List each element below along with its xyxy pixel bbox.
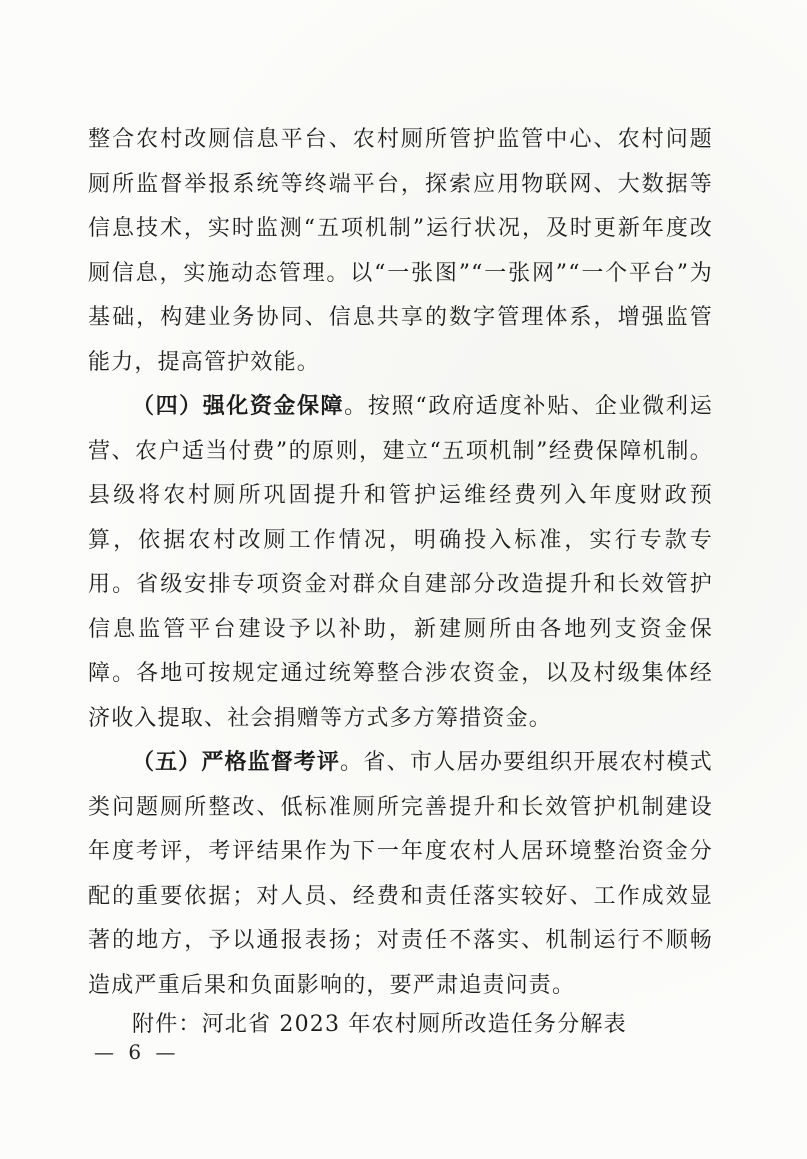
attachment-line: 附件：河北省 2023 年农村厕所改造任务分解表	[132, 1012, 627, 1037]
paragraph-text: 。省、市人居办要组织开展农村模式类问题厕所整改、低标准厕所完善提升和长效管护机制建设年度考评，考评结果作为下一年度农村人居环境整治资金分配的重要依据；对人员、经费和责任落实较好、工作成效显著的地方，予以通报表扬；对责任不落实、机制运行不顺畅造成严重后果和负面影响的，要严肃追责问责。	[88, 750, 713, 998]
paragraph-supervision	[88, 741, 713, 1008]
section-heading-funding: （四）强化资金保障	[132, 394, 345, 419]
paragraph-funding	[88, 385, 713, 741]
paragraph-text: 整合农村改厕信息平台、农村厕所管护监管中心、农村问题厕所监督举报系统等终端平台，探索应用物联网、大数据等信息技术，实时监测“五项机制”运行状况，及时更新年度改厕信息，实施动态管理。以“一张图”“一张网”“一个平台”为基础，构建业务协同、信息共享的数字管理体系，增强监管能力，提高管护效能。	[88, 127, 713, 375]
section-heading-supervision: （五）严格监督考评	[132, 750, 341, 775]
paragraph-text: 。按照“政府适度补贴、企业微利运营、农户适当付费”的原则，建立“五项机制”经费保障机制。县级将农村厕所巩固提升和管护运维经费列入年度财政预算，依据农村改厕工作情况，明确投入标准，实行专款专用。省级安排专项资金对群众自建部分改造提升和长效管护信息监管平台建设予以补助，新建厕所由各地列支资金保障。各地可按规定通过统筹整合涉农资金，以及村级集体经济收入提取、社会捐赠等方式多方筹措资金。	[88, 394, 713, 731]
page-number: — 6 —	[94, 1040, 180, 1064]
document-body	[88, 118, 713, 1008]
paragraph-continuation	[88, 118, 713, 385]
